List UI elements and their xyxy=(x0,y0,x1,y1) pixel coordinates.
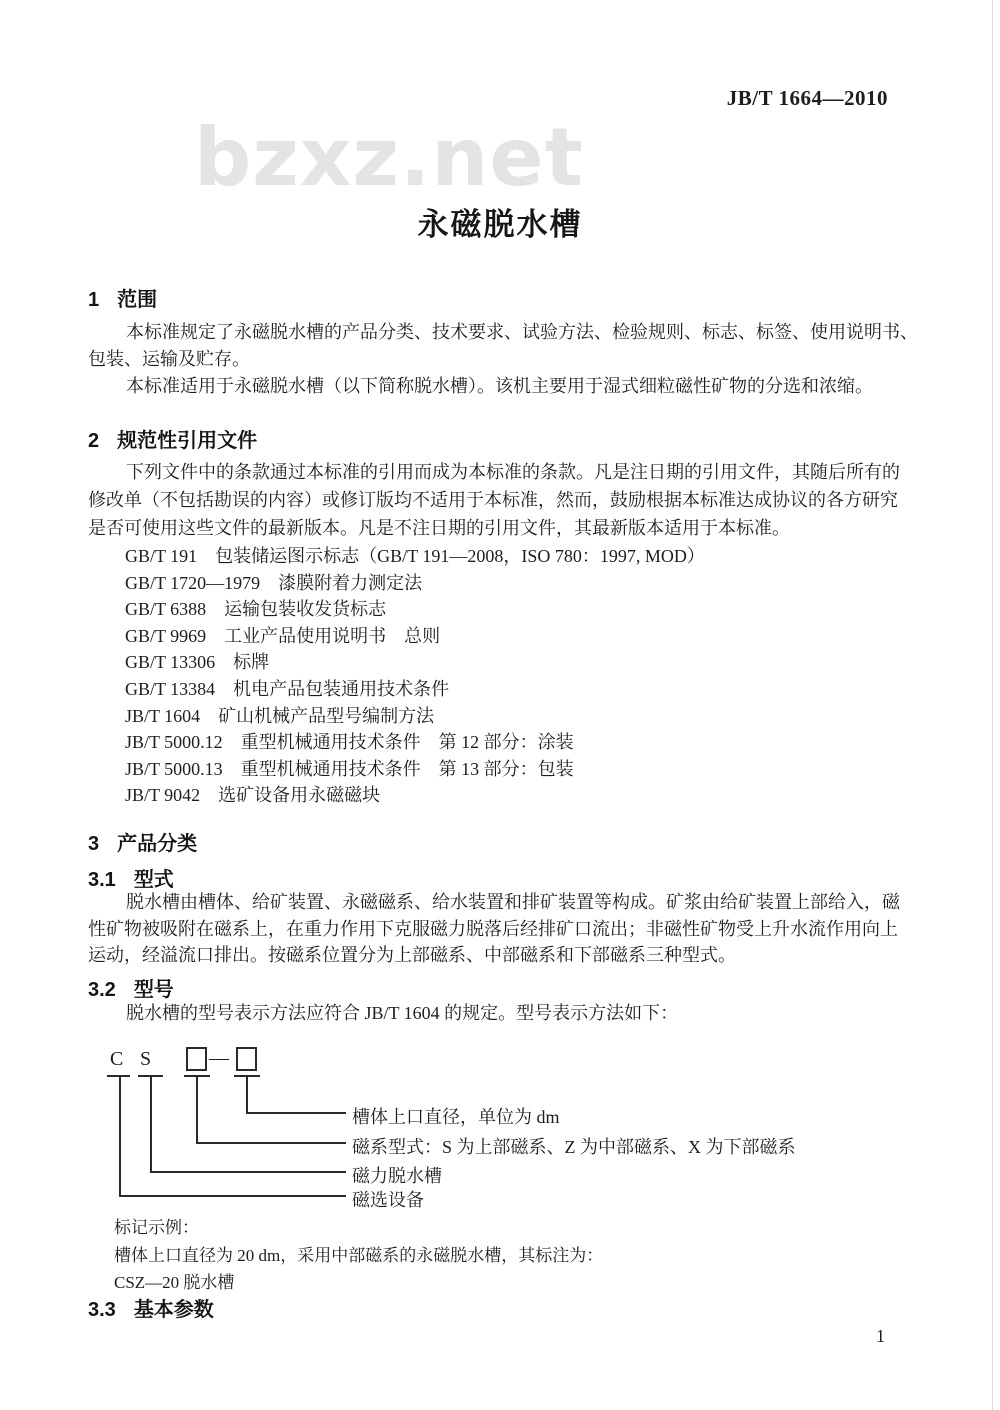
text-line: 脱水槽的型号表示方法应符合 JB/T 1604 的规定。型号表示方法如下： xyxy=(126,1003,679,1023)
scope-paragraph xyxy=(88,319,928,400)
reference-item: GB/T 9969 工业产品使用说明书 总则 xyxy=(125,625,441,646)
document-title: 永磁脱水槽 xyxy=(417,207,583,242)
watermark: bzxz.net xyxy=(194,111,584,204)
section-number: 3.1 xyxy=(88,869,116,891)
section-title: 基本参数 xyxy=(133,1299,214,1321)
reference-item: GB/T 1720—1979 漆膜附着力测定法 xyxy=(125,572,423,593)
reference-item: GB/T 13306 标牌 xyxy=(125,652,270,673)
diagram-connector-line xyxy=(196,1142,346,1144)
model-code-letter-s: S xyxy=(140,1048,152,1070)
diagram-label-dewatering-tank: 磁力脱水槽 xyxy=(352,1166,442,1186)
section-heading-type xyxy=(88,863,174,892)
diagram-connector-line xyxy=(150,1077,152,1173)
reference-list xyxy=(125,543,705,809)
diagram-connector-line xyxy=(119,1077,121,1197)
model-paragraph xyxy=(88,1000,928,1027)
section-heading-classification xyxy=(88,827,197,856)
diagram-connector-line xyxy=(119,1195,346,1197)
reference-item: GB/T 191 包装储运图示标志（GB/T 191—2008，ISO 780：1997, MOD） xyxy=(125,546,705,566)
text-line: 下列文件中的条款通过本标准的引用而成为本标准的条款。凡是注日期的引用文件，其随后所有的 xyxy=(126,462,900,482)
reference-item: JB/T 1604 矿山机械产品型号编制方法 xyxy=(125,705,435,726)
page-number: 1 xyxy=(876,1326,885,1346)
text-line: 标记示例： xyxy=(114,1218,199,1237)
section-heading-parameters xyxy=(88,1293,214,1322)
model-code-box-diameter xyxy=(236,1047,257,1071)
text-line: 本标准规定了永磁脱水槽的产品分类、技术要求、试验方法、检验规则、标志、标签、使用说明书、 xyxy=(126,322,918,342)
text-line: 修改单（不包括勘误的内容）或修订版均不适用于本标准，然而，鼓励根据本标准达成协议的各方研究 xyxy=(88,490,898,510)
model-code-dash: — xyxy=(209,1047,229,1069)
section-number: 3 xyxy=(88,833,100,855)
diagram-label-magnetic-equipment: 磁选设备 xyxy=(352,1190,424,1210)
section-number: 1 xyxy=(88,289,100,311)
section-title: 范围 xyxy=(117,289,158,311)
model-code-letter-c: C xyxy=(110,1048,124,1070)
section-heading-model xyxy=(88,973,174,1002)
section-title: 型式 xyxy=(133,869,174,891)
text-line: 包装、运输及贮存。 xyxy=(88,349,250,369)
diagram-connector-line xyxy=(246,1077,248,1114)
section-title: 型号 xyxy=(133,979,174,1001)
section-heading-normative-references xyxy=(88,424,257,453)
text-line: 运动，经溢流口排出。按磁系位置分为上部磁系、中部磁系和下部磁系三种型式。 xyxy=(88,945,736,965)
section-number: 2 xyxy=(88,430,100,452)
reference-item: JB/T 9042 选矿设备用永磁磁块 xyxy=(125,785,381,806)
reference-item: JB/T 5000.13 重型机械通用技术条件 第 13 部分：包装 xyxy=(125,758,574,779)
section-heading-scope xyxy=(88,283,157,312)
marking-example xyxy=(114,1214,603,1297)
section-title: 产品分类 xyxy=(117,833,198,855)
reference-item: JB/T 5000.12 重型机械通用技术条件 第 12 部分：涂装 xyxy=(125,732,574,753)
text-line: CSZ—20 脱水槽 xyxy=(114,1273,235,1292)
diagram-connector-line xyxy=(246,1112,346,1114)
diagram-label-magnet-type: 磁系型式：S 为上部磁系、Z 为中部磁系、X 为下部磁系 xyxy=(352,1137,796,1157)
diagram-connector-line xyxy=(196,1077,198,1144)
text-line: 本标准适用于永磁脱水槽（以下简称脱水槽）。该机主要用于湿式细粒磁性矿物的分选和浓缩。 xyxy=(126,376,873,396)
standard-number: JB/T 1664—2010 xyxy=(726,86,888,110)
section-title: 规范性引用文件 xyxy=(117,430,258,452)
model-code-box-magnet-type xyxy=(186,1047,207,1071)
text-line: 是否可使用这些文件的最新版本。凡是不注日期的引用文件，其最新版本适用于本标准。 xyxy=(88,518,790,538)
type-paragraph xyxy=(88,889,928,969)
section-number: 3.2 xyxy=(88,979,116,1001)
reference-item: GB/T 6388 运输包装收发货标志 xyxy=(125,599,387,620)
text-line: 脱水槽由槽体、给矿装置、永磁磁系、给水装置和排矿装置等构成。矿浆由给矿装置上部给入，磁 xyxy=(126,892,900,912)
text-line: 槽体上口直径为 20 dm，采用中部磁系的永磁脱水槽，其标注为： xyxy=(114,1245,604,1265)
text-line: 性矿物被吸附在磁系上，在重力作用下克服磁力脱落后经排矿口流出；非磁性矿物受上升水流作用向上 xyxy=(88,918,898,939)
normative-paragraph xyxy=(88,458,928,542)
diagram-connector-line xyxy=(150,1171,346,1173)
diagram-label-diameter: 槽体上口直径，单位为 dm xyxy=(352,1107,560,1127)
reference-item: GB/T 13384 机电产品包装通用技术条件 xyxy=(125,678,450,699)
section-number: 3.3 xyxy=(88,1299,116,1321)
